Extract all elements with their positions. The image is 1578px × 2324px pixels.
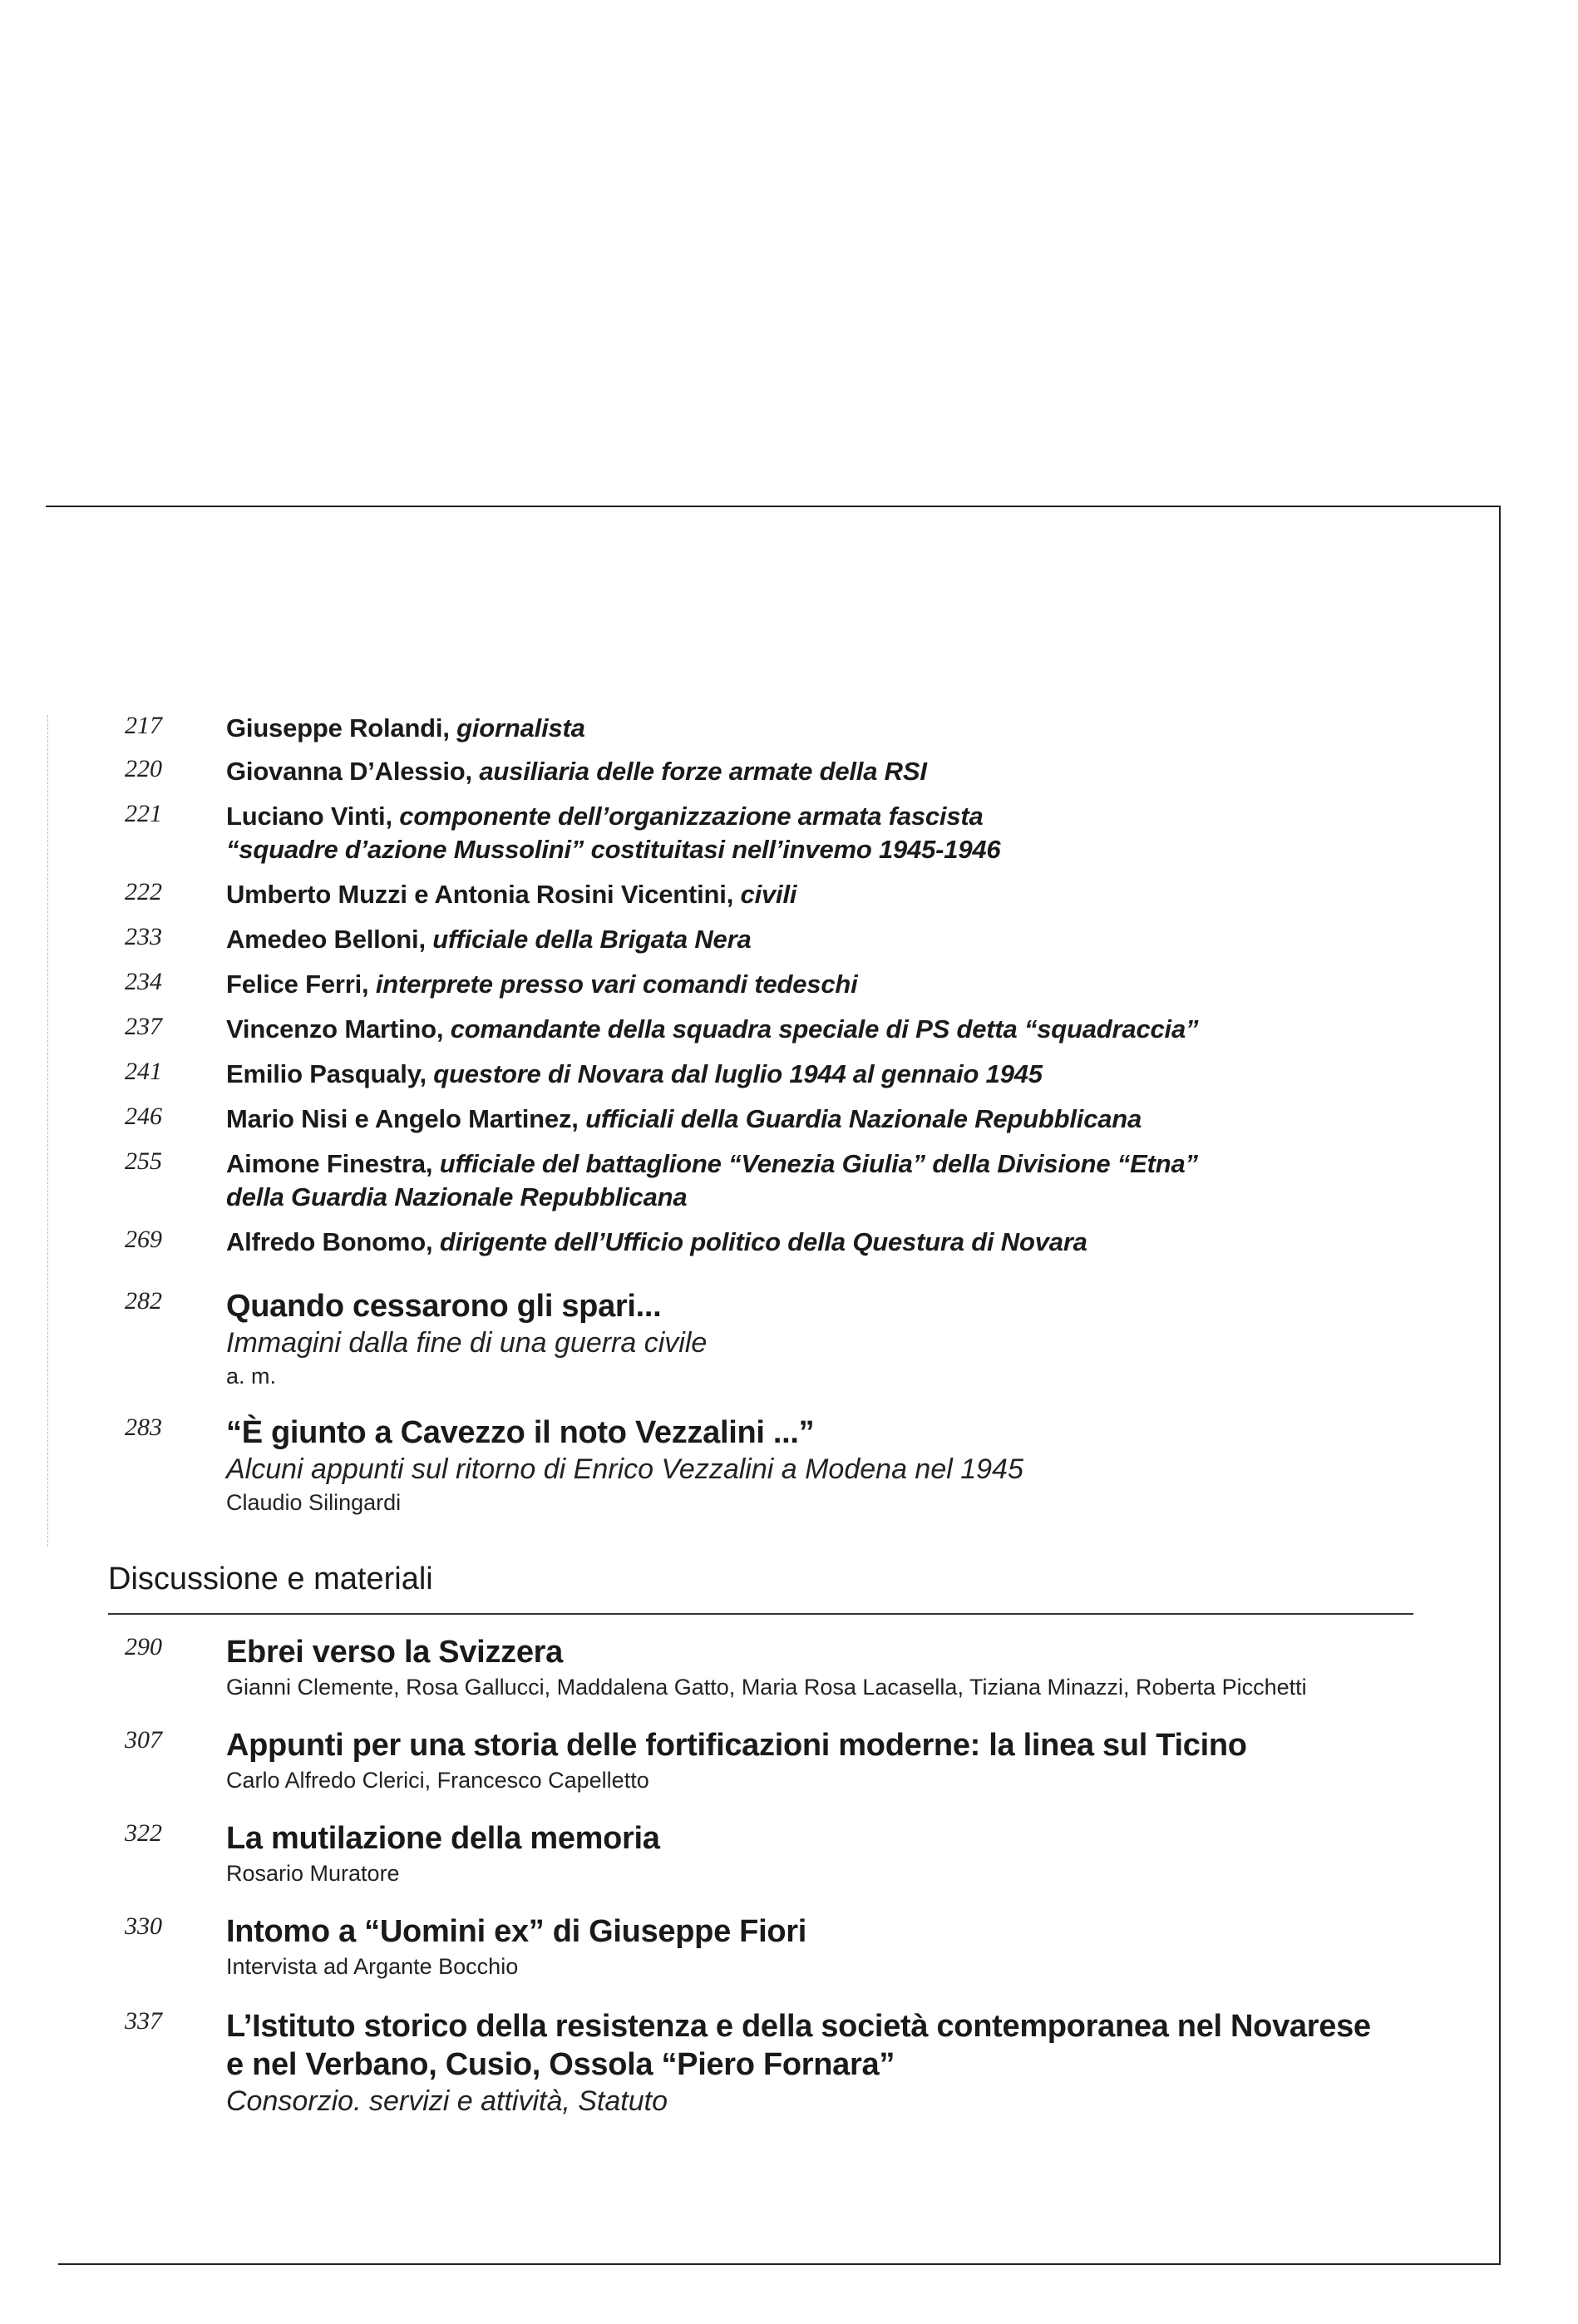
- entry-role: dirigente dell’Ufficio politico della Questura di Novara: [439, 1227, 1087, 1256]
- entry-role: componente dell’organizzazione armata fascista: [399, 802, 984, 831]
- entry-author: Gianni Clemente, Rosa Gallucci, Maddalena Gatto, Maria Rosa Lacasella, Tiziana Minazzi, Roberta Picchetti: [226, 1675, 1307, 1700]
- entry-role: civili: [740, 880, 797, 909]
- entry-name: Giovanna D’Alessio,: [226, 757, 480, 786]
- page-number: 217: [125, 712, 162, 739]
- entry-role: questore di Novara dal luglio 1944 al gennaio 1945: [433, 1059, 1043, 1088]
- page-number: 237: [125, 1013, 162, 1040]
- page-number: 246: [125, 1103, 162, 1130]
- entry-name: Vincenzo Martino,: [226, 1014, 451, 1044]
- entry-title: Appunti per una storia delle fortificazioni moderne: la linea sul Ticino: [226, 1728, 1247, 1763]
- entry-name: Alfredo Bonomo,: [226, 1227, 440, 1256]
- entry-author: Claudio Silingardi: [226, 1490, 402, 1515]
- page-number: 255: [125, 1147, 162, 1175]
- entry-name: Felice Ferri,: [226, 970, 376, 999]
- entry-author: Rosario Muratore: [226, 1861, 400, 1886]
- page-number: 220: [125, 755, 162, 782]
- entry-author: a. m.: [226, 1364, 277, 1389]
- entry-role: ufficiale della Brigata Nera: [432, 925, 752, 954]
- entry-title: Ebrei verso la Svizzera: [226, 1635, 563, 1670]
- entry-role: interprete presso vari comandi tedeschi: [375, 970, 858, 999]
- page-number: 234: [125, 968, 162, 995]
- page-number: 322: [125, 1819, 162, 1847]
- entry-role-continued: “squadre d’azione Mussolini” costituitasi nell’invemo 1945-1946: [226, 835, 1001, 864]
- entry-role: ausiliaria delle forze armate della RSI: [479, 757, 927, 786]
- page-number: 337: [125, 2007, 162, 2035]
- page-number: 290: [125, 1633, 162, 1660]
- entry-title: “È giunto a Cavezzo il noto Vezzalini ...”: [226, 1415, 815, 1450]
- entry-name: Mario Nisi e Angelo Martinez,: [226, 1104, 586, 1133]
- entry-subtitle: Alcuni appunti sul ritorno di Enrico Vezzalini a Modena nel 1945: [226, 1453, 1023, 1485]
- entry-title-continued: e nel Verbano, Cusio, Ossola “Piero Fornara”: [226, 2047, 895, 2082]
- entry-title: La mutilazione della memoria: [226, 1821, 660, 1856]
- entry-role: comandante della squadra speciale di PS detta “squadraccia”: [450, 1014, 1199, 1044]
- page-edge-mark: [47, 715, 48, 1547]
- entry-role-continued: della Guardia Nazionale Repubblicana: [226, 1182, 688, 1211]
- entry-subtitle: Immagini dalla fine di una guerra civile: [226, 1327, 708, 1359]
- page-number: 221: [125, 800, 162, 827]
- entry-role: ufficiali della Guardia Nazionale Repubblicana: [585, 1104, 1142, 1133]
- section-heading: Discussione e materiali: [108, 1562, 433, 1596]
- entry-name: Emilio Pasqualy,: [226, 1059, 434, 1088]
- entry-title: Quando cessarono gli spari...: [226, 1289, 662, 1324]
- frame-right-rule: [1499, 506, 1501, 2264]
- entry-name: Amedeo Belloni,: [226, 925, 433, 954]
- entry-role: ufficiale del battaglione “Venezia Giulia” della Divisione “Etna”: [439, 1149, 1198, 1178]
- page-number: 307: [125, 1726, 162, 1754]
- section-rule: [108, 1613, 1413, 1615]
- page-number: 330: [125, 1912, 162, 1940]
- entry-title: L’Istituto storico della resistenza e della società contemporanea nel Novarese: [226, 2009, 1371, 2044]
- entry-subtitle: Consorzio. servizi e attività, Statuto: [226, 2085, 668, 2117]
- entry-name: Umberto Muzzi e Antonia Rosini Vicentini,: [226, 880, 741, 909]
- entry-author: Intervista ad Argante Bocchio: [226, 1954, 519, 1979]
- entry-author: Carlo Alfredo Clerici, Francesco Capelletto: [226, 1768, 649, 1793]
- page-number: 269: [125, 1226, 162, 1253]
- entry-name: Aimone Finestra,: [226, 1149, 440, 1178]
- frame-bottom-rule: [58, 2263, 1501, 2265]
- entry-name: Luciano Vinti,: [226, 802, 400, 831]
- page-number: 233: [125, 923, 162, 950]
- frame-top-rule: [46, 506, 1501, 507]
- page-number: 283: [125, 1414, 162, 1441]
- page-number: 222: [125, 878, 162, 905]
- entry-title: Intomo a “Uomini ex” di Giuseppe Fiori: [226, 1914, 807, 1949]
- page-number: 282: [125, 1287, 162, 1315]
- page-number: 241: [125, 1058, 162, 1085]
- entry-name: Giuseppe Rolandi,: [226, 713, 457, 743]
- entry-role: giornalista: [456, 713, 585, 743]
